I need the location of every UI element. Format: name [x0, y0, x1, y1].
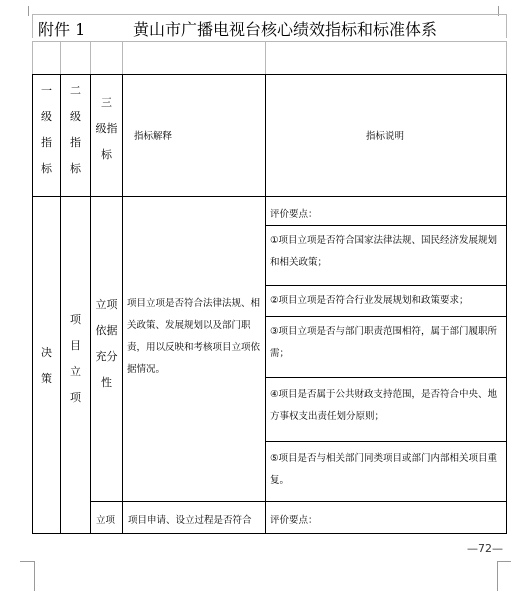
- explanation-text: 项目立项是否符合法律法规、相关政策、发展规划以及部门职责，用以反映和考核项目立项依据情况。: [127, 298, 261, 375]
- header-level1: 一 级 指 标: [41, 84, 52, 175]
- header-level2: 二 级 指 标: [70, 84, 81, 175]
- crop-mark-bl-h: [20, 561, 34, 562]
- strip-col1: [60, 41, 61, 74]
- crop-mark-tl: [28, 6, 29, 16]
- row-bottom-border: [90, 501, 507, 502]
- title-left-border: [32, 14, 33, 38]
- desc-item-2: ②项目立项是否符合行业发展规划和政策要求；: [270, 295, 469, 306]
- strip-right: [506, 41, 507, 74]
- strip-col3: [122, 41, 123, 74]
- next-explanation: 项目申请、设立过程是否符合: [128, 515, 252, 526]
- next-level3: 立项: [96, 515, 116, 526]
- row-level2: 项 目 立 项: [70, 313, 81, 404]
- desc-line-5: [265, 441, 507, 442]
- desc-item-3: ③项目立项是否与部门职责范围相符，属于部门履职所需；: [270, 326, 498, 359]
- strip-left: [32, 41, 33, 74]
- desc-item-1: ①项目立项是否符合国家法律法规、国民经济发展规划和相关政策；: [270, 235, 498, 268]
- title-divider: [32, 41, 507, 42]
- strip-col4: [265, 41, 266, 74]
- strip-col2: [90, 41, 91, 74]
- crop-mark-br: [497, 561, 498, 591]
- header-description: 指标说明: [366, 131, 405, 142]
- header-bottom-border: [32, 196, 507, 197]
- page-title: 黄山市广播电视台核心绩效指标和标准体系: [133, 20, 438, 39]
- table-bottom-border: [32, 533, 507, 534]
- desc-line-1: [265, 225, 507, 226]
- desc-item-0: 评价要点：: [270, 209, 318, 220]
- col-divider-3: [122, 74, 123, 534]
- table-right-border: [506, 74, 507, 534]
- table-top-border: [32, 74, 507, 75]
- next-description: 评价要点：: [270, 515, 318, 526]
- crop-mark-bl: [34, 561, 35, 591]
- desc-line-2: [265, 285, 507, 286]
- row-level1: 决 策: [41, 346, 52, 385]
- attachment-label: 附件 1: [38, 20, 86, 39]
- title-top-border: [32, 14, 507, 15]
- desc-line-4: [265, 377, 507, 378]
- title-right-border: [506, 14, 507, 38]
- col-divider-4: [265, 74, 266, 534]
- row-level3: 立项 依据 充分 性: [95, 298, 118, 389]
- header-level3: 三 级指 标: [95, 96, 118, 161]
- header-explanation: 指标解释: [134, 131, 173, 142]
- page-number: —72—: [467, 542, 503, 555]
- desc-item-4: ④项目是否属于公共财政支持范围，是否符合中央、地方事权支出责任划分原则；: [270, 389, 498, 422]
- desc-line-3: [265, 316, 507, 317]
- desc-item-5: ⑤项目是否与相关部门同类项目或部门内部相关项目重复。: [270, 453, 498, 486]
- crop-mark-br-h: [497, 561, 511, 562]
